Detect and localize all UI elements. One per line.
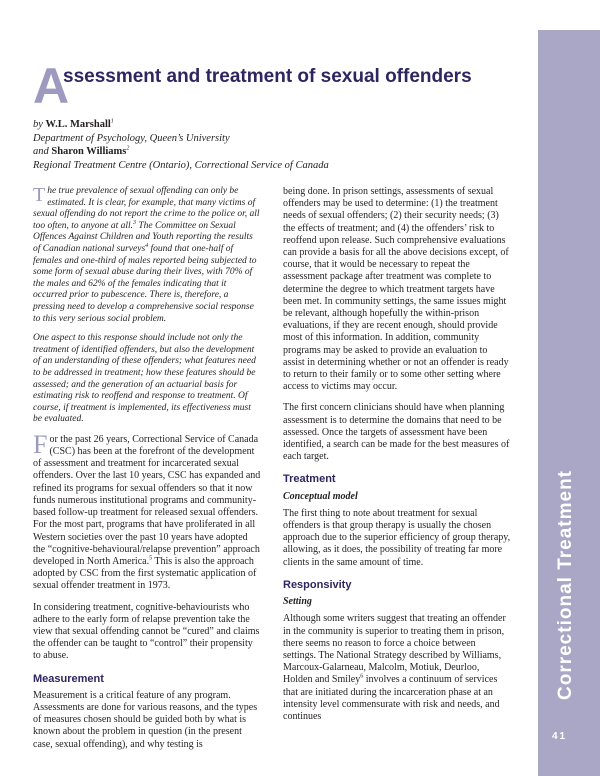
author-line-1: by W.L. Marshall$^1$	[33, 118, 114, 130]
subheading-conceptual-model: Conceptual model	[283, 490, 358, 502]
title-text: ssessment and treatment of sexual offenders	[63, 66, 472, 87]
section-label: Correctional Treatment	[555, 470, 576, 700]
heading-responsivity: Responsivity	[283, 578, 352, 591]
body-paragraph: The first thing to note about treatment for sexual offenders is that group therapy is usually the chosen approach due to the superior efficiency of group therapy, allowing, as it does, the possibility of treating far more clients in the same amount of time.	[283, 507, 511, 568]
affiliation-2: Regional Treatment Centre (Ontario), Correctional Service of Canada	[33, 159, 329, 171]
subheading-setting: Setting	[283, 596, 312, 608]
body-paragraph: In considering treatment, cognitive-behaviourists who adhere to the early form of relapse prevention take the view that sexual offending cannot be “cured” and claims the offender can be taught to “control” their propensity to abuse.	[33, 601, 260, 662]
body-paragraph: For the past 26 years, Correctional Service of Canada (CSC) has been at the forefront of the development of assessment and treatment for incarcerated sexual offenders. Over the last 10 years, CSC has expanded and refined its programs for sexual offenders so that it now funds numerous institutional programs and community-based follow-up treatment for released sexual offenders. For the most part, programs that have proliferated in all Western societies over the past 10 years have adopted the “cognitive-behavioural/relapse prevention” approach developed in North America.$^5$ This is also the approach adopted by CSC from the first systematic application of sexual offender treatment in 1973.	[33, 429, 261, 592]
abstract-dropcap: T	[33, 184, 46, 206]
body-paragraph: Measurement is a critical feature of any program. Assessments are done for various reasons, and the types of measures chosen should be guided both by what is known about the problem in question (in the present case, sexual offending), and why testing is	[33, 689, 258, 750]
body-paragraph: The first concern clinicians should have when planning assessment is to determine the domains that need to be assessed. Once the targets of assessment have been identified, a search can be made for the best measures of each target.	[283, 402, 510, 463]
abstract-paragraph-2: One aspect to this response should include not only the treatment of identified offenders, but also the development of an understanding of these offenders; what features need to be addressed in treatment; how these features should be assessed; and the generation of an actuarial basis for estimating risk to reoffend and response to treatment. Of course, if treatment is implemented, its effectiveness must be evaluated.	[33, 333, 256, 425]
right-column	[283, 186, 511, 732]
heading-measurement: Measurement	[33, 672, 104, 685]
left-column	[33, 186, 261, 760]
affiliation-1: Department of Psychology, Queen’s University	[33, 132, 230, 144]
page-number: 41	[552, 731, 568, 742]
abstract-paragraph-1: The true prevalence of sexual offending can only be estimated. It is clear, for example, that many victims of sexual offending do not report the crime to the police or, all too often, to anyone at all.$^3$ The Committee on Sexual Offences Against Children and Youth reporting the results of Canadian national surveys$^4$ found that one-half of females and one-third of males reported being subjected to some form of sexual abuse during their lives, with 70% of the males and 62% of the females indicating that it occurred prior to pubescence. There is, therefore, a pressing need to develop a comprehensive social response to this very serious social problem.	[33, 184, 260, 324]
heading-treatment: Treatment	[283, 473, 336, 486]
author-1: W.L. Marshall	[45, 119, 111, 130]
body-dropcap: F	[33, 429, 48, 459]
author-block	[33, 118, 533, 172]
author-line-2: and Sharon Williams$^2$	[33, 145, 130, 157]
body-paragraph: Although some writers suggest that treating an offender in the community is superior to treating them in prison, there seems no reason to force a choice between settings. The National Strategy described by Williams, Marcoux-Galarneau, Malcolm, Motiuk, Deurloo, Holden and Smiley$^6$ involves a continuum of services that are initiated during the incarceration phase at an intensity level commensurate with risk and needs, and continues	[283, 613, 506, 722]
title-dropcap: A	[33, 58, 70, 114]
body-paragraph: being done. In prison settings, assessments of sexual offenders may be used to determine: (1) the treatment needs of sexual offenders; (2) their security needs; (3) the effects of treatment; and (4) the offenders’ risk to reoffend upon release. Such comprehensive evaluations can provide a basis for all the above decisions except, of course, that it would be necessary to repeat the assessment package after treatment was complete to determine the degree to which treatment targets have been met. In community settings, the same issues might be relevant, although hopefully the within-prison evaluations, if they are recent enough, should provide most of this information. In addition, community programs may be asked to provide an evaluation to assist in determining whether or not an offender is ready to return to their family or to some other setting where access to victims may occur.	[283, 186, 509, 393]
article-title	[33, 60, 533, 112]
author-2: Sharon Williams	[51, 146, 127, 157]
abstract	[33, 186, 261, 426]
